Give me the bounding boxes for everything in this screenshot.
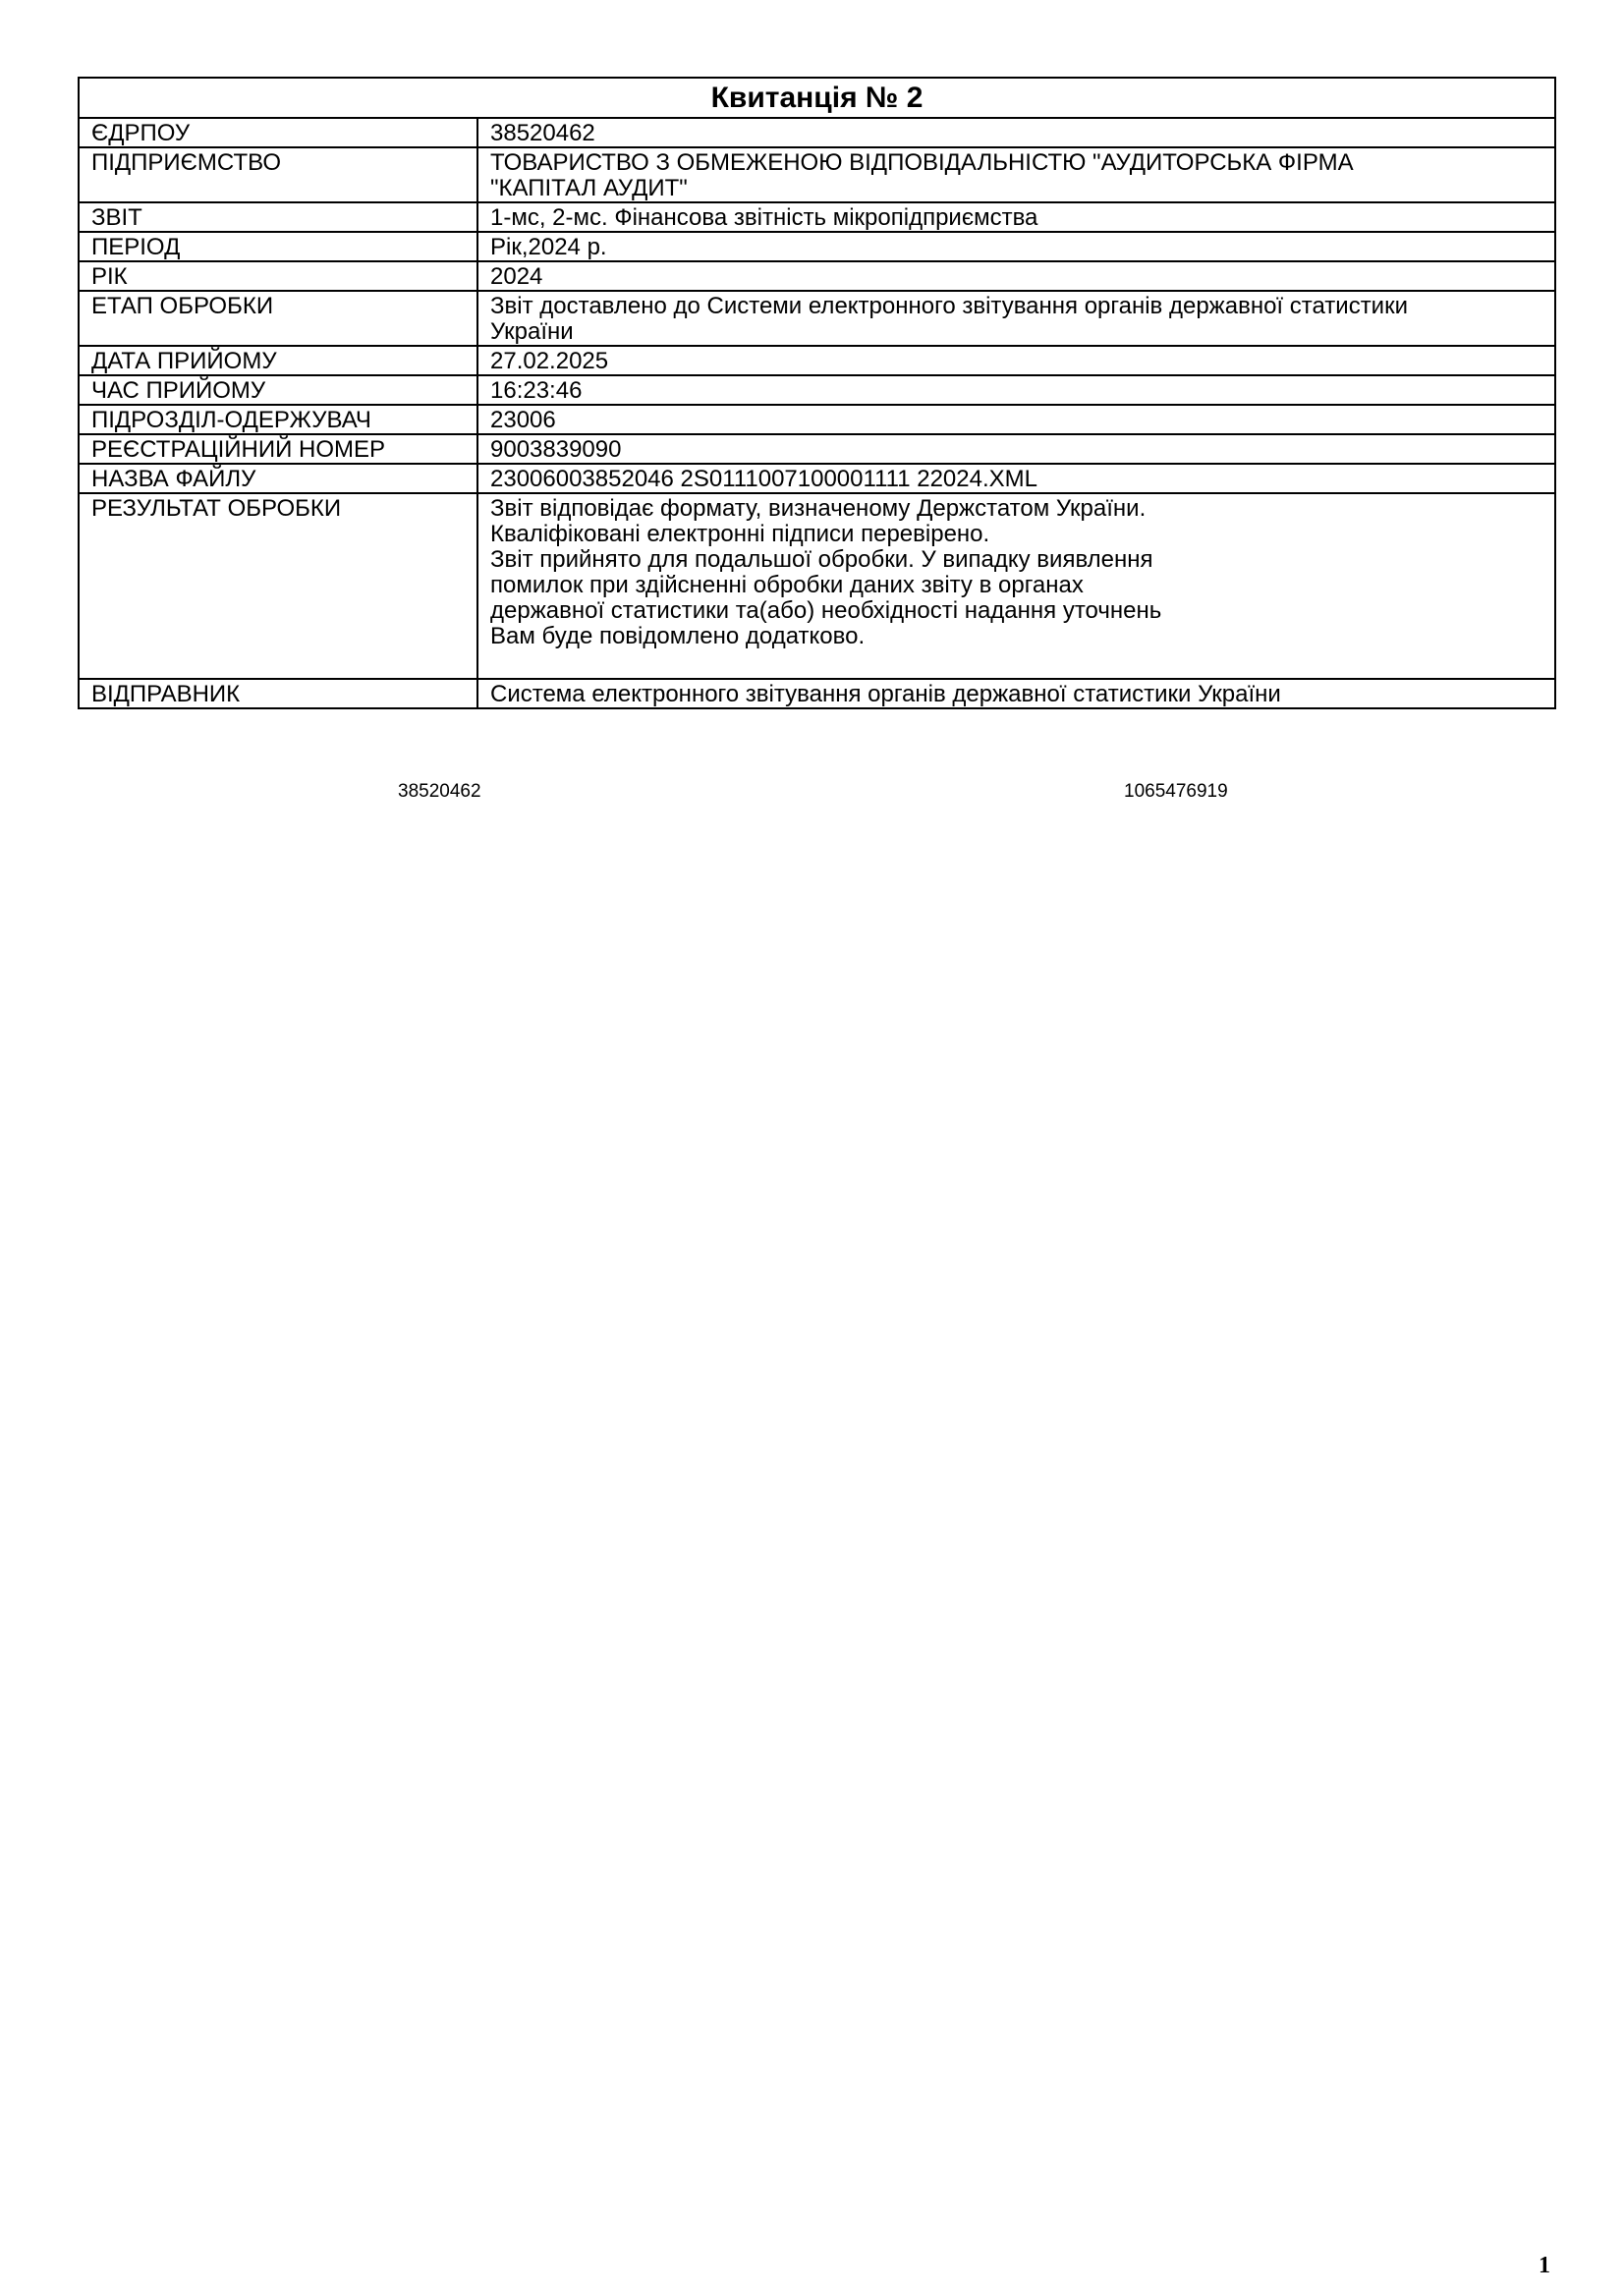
row-label-period: ПЕРІОД [79,232,477,261]
row-label-edrpou: ЄДРПОУ [79,118,477,147]
row-label-receipt-time: ЧАС ПРИЙОМУ [79,375,477,405]
row-label-receipt-date: ДАТА ПРИЙОМУ [79,346,477,375]
receipt-table [78,77,1556,709]
table-row [79,346,1555,375]
row-value-receipt-date: 27.02.2025 [477,346,1555,375]
row-value-processing-result: Звіт відповідає формату, визначеному Держстатом України. Кваліфіковані електронні підписи перевірено. Звіт прийнято для подальшої обробки. У випадку виявлення помилок при здійсненні обробки даних звіту в органах державної статистики та(або) необхідності надання уточнень Вам буде повідомлено додатково. [477,493,1555,679]
table-row [79,375,1555,405]
table-row [79,434,1555,464]
row-label-sender: ВІДПРАВНИК [79,679,477,708]
row-value-report: 1-мс, 2-мс. Фінансова звітність мікропідприємства [477,202,1555,232]
row-label-processing-result: РЕЗУЛЬТАТ ОБРОБКИ [79,493,477,679]
row-value-sender: Система електронного звітування органів державної статистики України [477,679,1555,708]
row-value-processing-stage: Звіт доставлено до Системи електронного звітування органів державної статистики України [477,291,1555,346]
row-label-report: ЗВІТ [79,202,477,232]
table-row [79,118,1555,147]
footer-edrpou-code: 38520462 [398,781,481,802]
row-value-recipient-unit: 23006 [477,405,1555,434]
row-value-period: Рік,2024 р. [477,232,1555,261]
row-value-registration-number: 9003839090 [477,434,1555,464]
row-value-receipt-time: 16:23:46 [477,375,1555,405]
row-label-registration-number: РЕЄСТРАЦІЙНИЙ НОМЕР [79,434,477,464]
footer-document-code: 1065476919 [1124,781,1228,802]
row-label-processing-stage: ЕТАП ОБРОБКИ [79,291,477,346]
table-row [79,202,1555,232]
row-value-file-name: 23006003852046 2S0111007100001111 22024.XML [477,464,1555,493]
receipt-title-row [79,78,1555,118]
row-value-year: 2024 [477,261,1555,291]
table-row [79,232,1555,261]
table-row [79,464,1555,493]
row-label-year: РІК [79,261,477,291]
row-value-enterprise: ТОВАРИСТВО З ОБМЕЖЕНОЮ ВІДПОВІДАЛЬНІСТЮ "АУДИТОРСЬКА ФІРМА "КАПІТАЛ АУДИТ" [477,147,1555,202]
row-label-enterprise: ПІДПРИЄМСТВО [79,147,477,202]
page-number: 1 [1539,2253,1550,2278]
row-label-file-name: НАЗВА ФАЙЛУ [79,464,477,493]
table-row [79,147,1555,202]
row-value-edrpou: 38520462 [477,118,1555,147]
table-row [79,405,1555,434]
table-row [79,493,1555,679]
receipt-title: Квитанція № 2 [79,78,1555,118]
table-row [79,291,1555,346]
table-row [79,679,1555,708]
table-row [79,261,1555,291]
row-label-recipient-unit: ПІДРОЗДІЛ-ОДЕРЖУВАЧ [79,405,477,434]
